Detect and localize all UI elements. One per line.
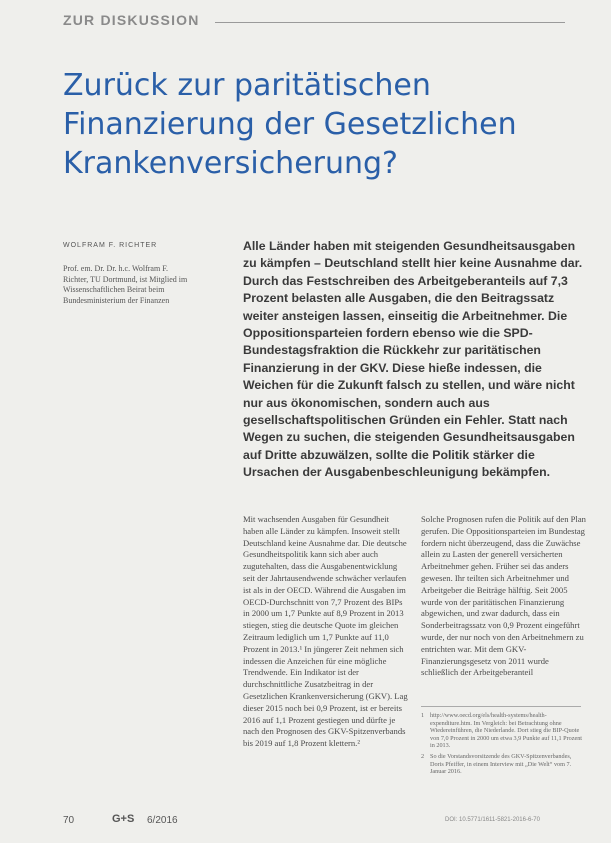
article-lead: Alle Länder haben mit steigenden Gesundheitsausgaben zu kämpfen – Deutschland stellt hier keine Ausnahme dar. Durch das Festschreiben des Arbeitgeberanteils auf 7,3 Prozent belasten alle Ausgaben, die den Beitragssatz weiter ansteigen lassen, einseitig die Arbeitnehmer. Die Oppositionsparteien fordern ebenso wie die SPD-Bundestagsfraktion die Rückkehr zur paritätischen Finanzierung in der GKV. Diese hieße indessen, die Weichen für die Zukunft falsch zu stellen, und wäre nicht nur aus ökonomischen, sondern auch aus gesellschaftspolitischen Gründen ein Fehler. Statt nach Wegen zu suchen, die steigenden Gesundheitsausgaben auf Dritte abzuwälzen, sollte die Politik stärker die Ursachen der Ausgabenbeschleunigung bekämpfen. <box>243 239 583 480</box>
footnote-text: http://www.oecd.org/els/health-systems/health-expenditure.htm. Im Vergleich: bei Betrachtung ohne Wiedereinführen, die Niederlande. Dort stieg die BIP-Quote von 7,0 Prozent in 2000 um etwa 3,9 Punkte auf 11,1 Prozent in 2013. <box>430 712 583 750</box>
footnotes <box>421 712 586 779</box>
footnote <box>421 712 586 750</box>
doi-reference: DOI: 10.5771/1611-5821-2016-6-70 <box>445 817 540 823</box>
page-number: 70 <box>63 815 75 826</box>
author-bio: Prof. em. Dr. Dr. h.c. Wolfram F. Richter, TU Dortmund, ist Mitglied im Wissenschaftlichen Beirat beim Bundesministerium der Finanzen <box>63 264 188 305</box>
body-column-1: Mit wachsenden Ausgaben für Gesundheit haben alle Länder zu kämpfen. Insoweit stellt Deutschland keine Ausnahme dar. Die deutsche Gesundheitspolitik kann sich aber auch zugutehalten, dass die Ausgabenentwicklung seit der Jahrtausendwende schwächer verlaufen ist als in der OECD. Während die Ausgaben im OECD-Durchschnitt von 7,7 Prozent des BIPs in 2000 um 1,7 Punkte auf 8,9 Prozent in 2013 stiegen, stieg die deutsche Quote im gleichen Zeitraum lediglich um 1,7 Punkte auf 11,0 Prozent in 2013.¹ In jüngerer Zeit nehmen sich indessen die Anzeichen für eine mögliche Trendwende. Ein Indikator ist der durchschnittliche Zusatzbeitrag in der Gesetzlichen Krankenversicherung (GKV). Lag dieser 2015 noch bei 0,9 Prozent, ist er bereits 2016 auf 1,1 Prozent gestiegen und dürfte je nach den Prognosen des GKV-Spitzenverbands bis 2019 auf 1,8 Prozent klettern.² <box>243 514 408 749</box>
footnote-number: 2 <box>421 752 425 760</box>
footnote-number: 1 <box>421 712 425 719</box>
section-label: ZUR DISKUSSION <box>63 12 200 28</box>
body-column-2: Solche Prognosen rufen die Politik auf den Plan gerufen. Die Oppositionsparteien im Bundestag fordern nicht überzeugend, dass die Zuwächse allein zu Lasten der generell versicherten Arbeitnehmer gehen. Früher sei das anders gewesen. Ihr teilten sich Arbeitnehmer und Arbeitgeber die Beiträge hälftig. Seit 2005 wurde von der paritätischen Finanzierung abgewichen, und zwar dadurch, dass ein Sonderbeitragssatz von 0,9 Prozent eingeführt wurde, der nur noch von den Arbeitnehmern zu entrichten war. Mit dem GKV-Finanzierungsgesetz von 2011 wurde schließlich der Arbeitgeberanteil <box>421 514 586 678</box>
article-title: Zurück zur paritätischen Finanzierung der Gesetzlichen Krankenversicherung? <box>63 68 517 181</box>
journal-name: G+S <box>112 813 135 825</box>
footnote <box>421 753 586 776</box>
issue-number: 6/2016 <box>147 815 178 826</box>
footnote-divider <box>421 706 581 707</box>
author-name: WOLFRAM F. RICHTER <box>63 242 158 249</box>
section-divider <box>215 22 565 23</box>
footnote-text: So die Vorstandsvorsitzende des GKV-Spitzenverbandes, Doris Pfeiffer, in einem Interview mit „Die Welt“ vom 7. Januar 2016. <box>430 752 572 776</box>
